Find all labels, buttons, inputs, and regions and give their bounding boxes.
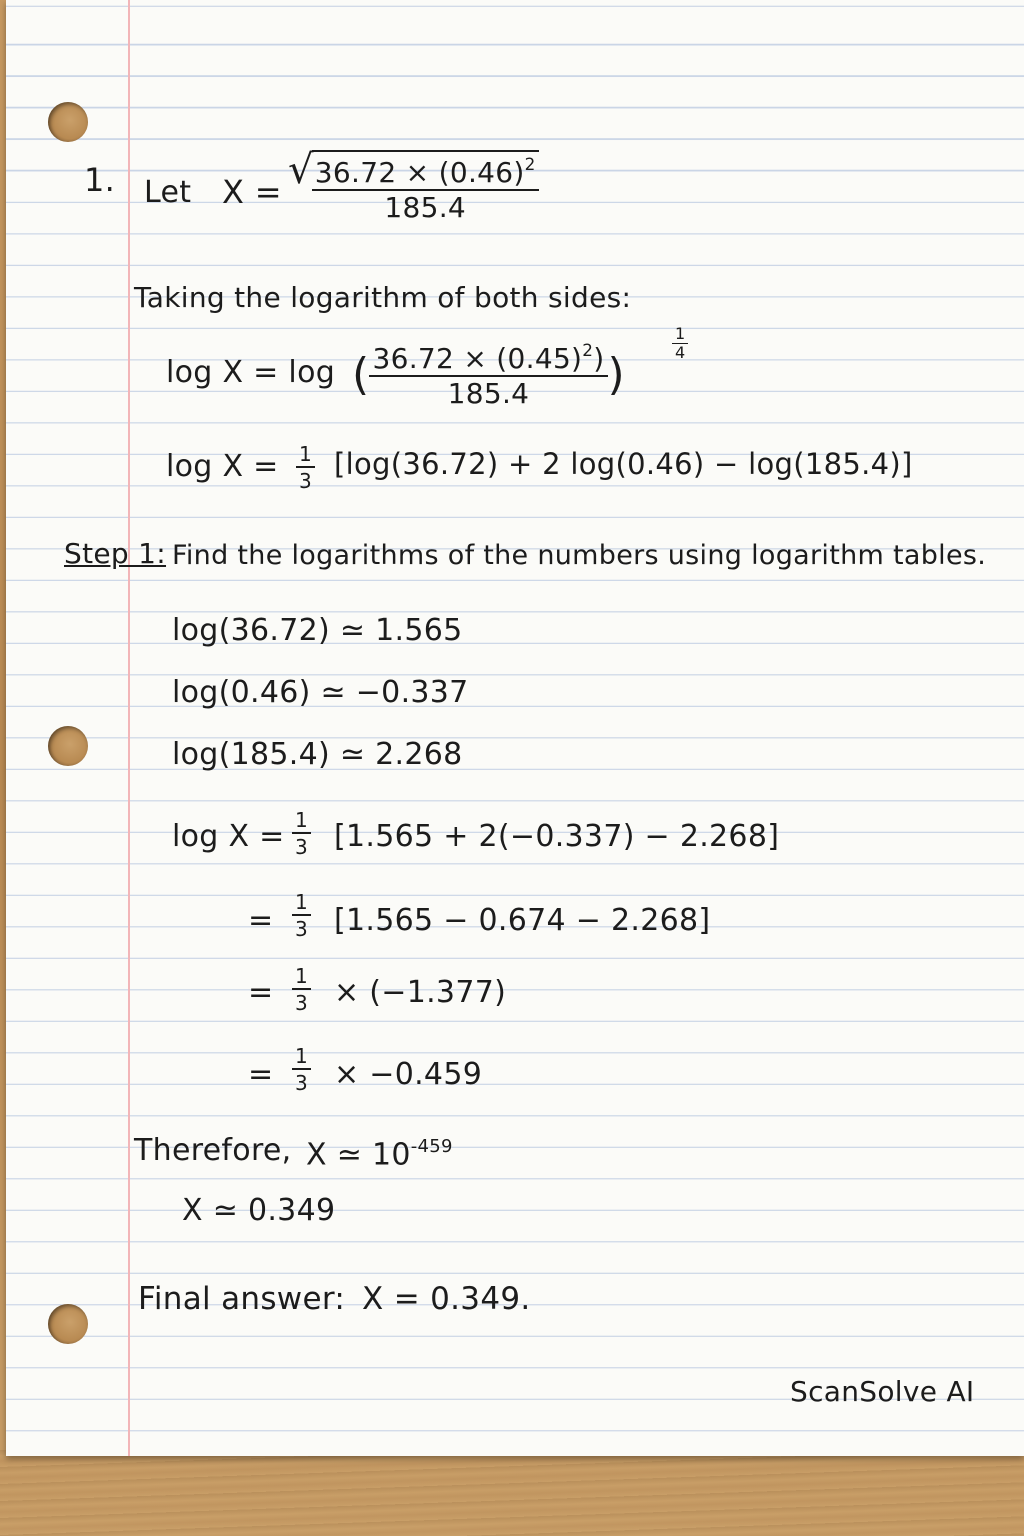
- calc-line4-rhs: × −0.459: [334, 1057, 483, 1092]
- log-eq1-lhs: log X = log: [166, 355, 336, 390]
- log-value-2: log(0.46) ≃ −0.337: [172, 675, 469, 710]
- log-eq1-denominator: 185.4: [447, 376, 530, 410]
- binder-hole-top: [48, 102, 88, 142]
- problem-lhs: X =: [222, 173, 282, 211]
- log-eq1-fraction: ( $\frac{36.72 \times (0.45)^2)}{185.4}$ ): [352, 340, 625, 410]
- calc-line2-rhs: [1.565 − 0.674 − 2.268]: [334, 903, 711, 938]
- final-answer-value: X = 0.349.: [362, 1281, 531, 1317]
- log-eq1-outer-exponent: $\frac{1}{4}$: [672, 326, 688, 361]
- calc-line4-equals: =: [248, 1057, 274, 1092]
- radical-icon: √: [288, 147, 314, 193]
- signature: ScanSolve AI: [790, 1375, 975, 1408]
- log-eq2-fraction: $\frac{1}{3}$: [296, 444, 315, 491]
- log-eq1-numerator: $36.72 \times (0.45)^2$): [369, 342, 607, 377]
- taking-log-text: Taking the logarithm of both sides:: [134, 281, 632, 314]
- log-value-3: log(185.4) ≃ 2.268: [172, 737, 463, 772]
- step1-text: Find the logarithms of the numbers using logarithm tables.: [172, 540, 987, 571]
- log-eq2-rhs: [log(36.72) + 2 log(0.46) − log(185.4)]: [334, 447, 913, 481]
- problem-number: 1.: [84, 161, 116, 199]
- step1-label: Step 1:: [64, 537, 167, 570]
- therefore-exponent: -459: [410, 1136, 453, 1157]
- problem-numerator: $36.72 \times (0.46)^2$: [312, 156, 539, 191]
- calc-line4-fraction: $\frac{1}{3}$: [292, 1046, 311, 1093]
- calc-line1-fraction: $\frac{1}{3}$: [292, 810, 311, 857]
- calc-line3-fraction: $\frac{1}{3}$: [292, 966, 311, 1013]
- log-value-1: log(36.72) ≃ 1.565: [172, 613, 463, 648]
- problem-fraction: [312, 150, 539, 222]
- calc-line1-rhs: [1.565 + 2(−0.337) − 2.268]: [334, 819, 780, 854]
- result-line: X ≃ 0.349: [182, 1193, 336, 1228]
- wood-table: [0, 1450, 1024, 1536]
- calc-line1-lhs: log X =: [172, 819, 285, 854]
- problem-let: Let: [144, 175, 192, 210]
- calc-line2-equals: =: [248, 903, 274, 938]
- calc-line2-fraction: $\frac{1}{3}$: [292, 892, 311, 939]
- calc-line3-rhs: × (−1.377): [334, 975, 507, 1010]
- log-eq2-lhs: log X =: [166, 449, 279, 484]
- calc-line3-equals: =: [248, 975, 274, 1010]
- problem-denominator: 185.4: [384, 190, 467, 224]
- binder-hole-bottom: [48, 1304, 88, 1344]
- final-answer-label: Final answer:: [138, 1281, 346, 1317]
- margin-line: [128, 0, 130, 1456]
- therefore-expr: X ≃ $10^{-459}$: [306, 1136, 453, 1173]
- therefore-label: Therefore,: [134, 1133, 292, 1168]
- binder-hole-middle: [48, 726, 88, 766]
- problem-radical: [288, 147, 539, 224]
